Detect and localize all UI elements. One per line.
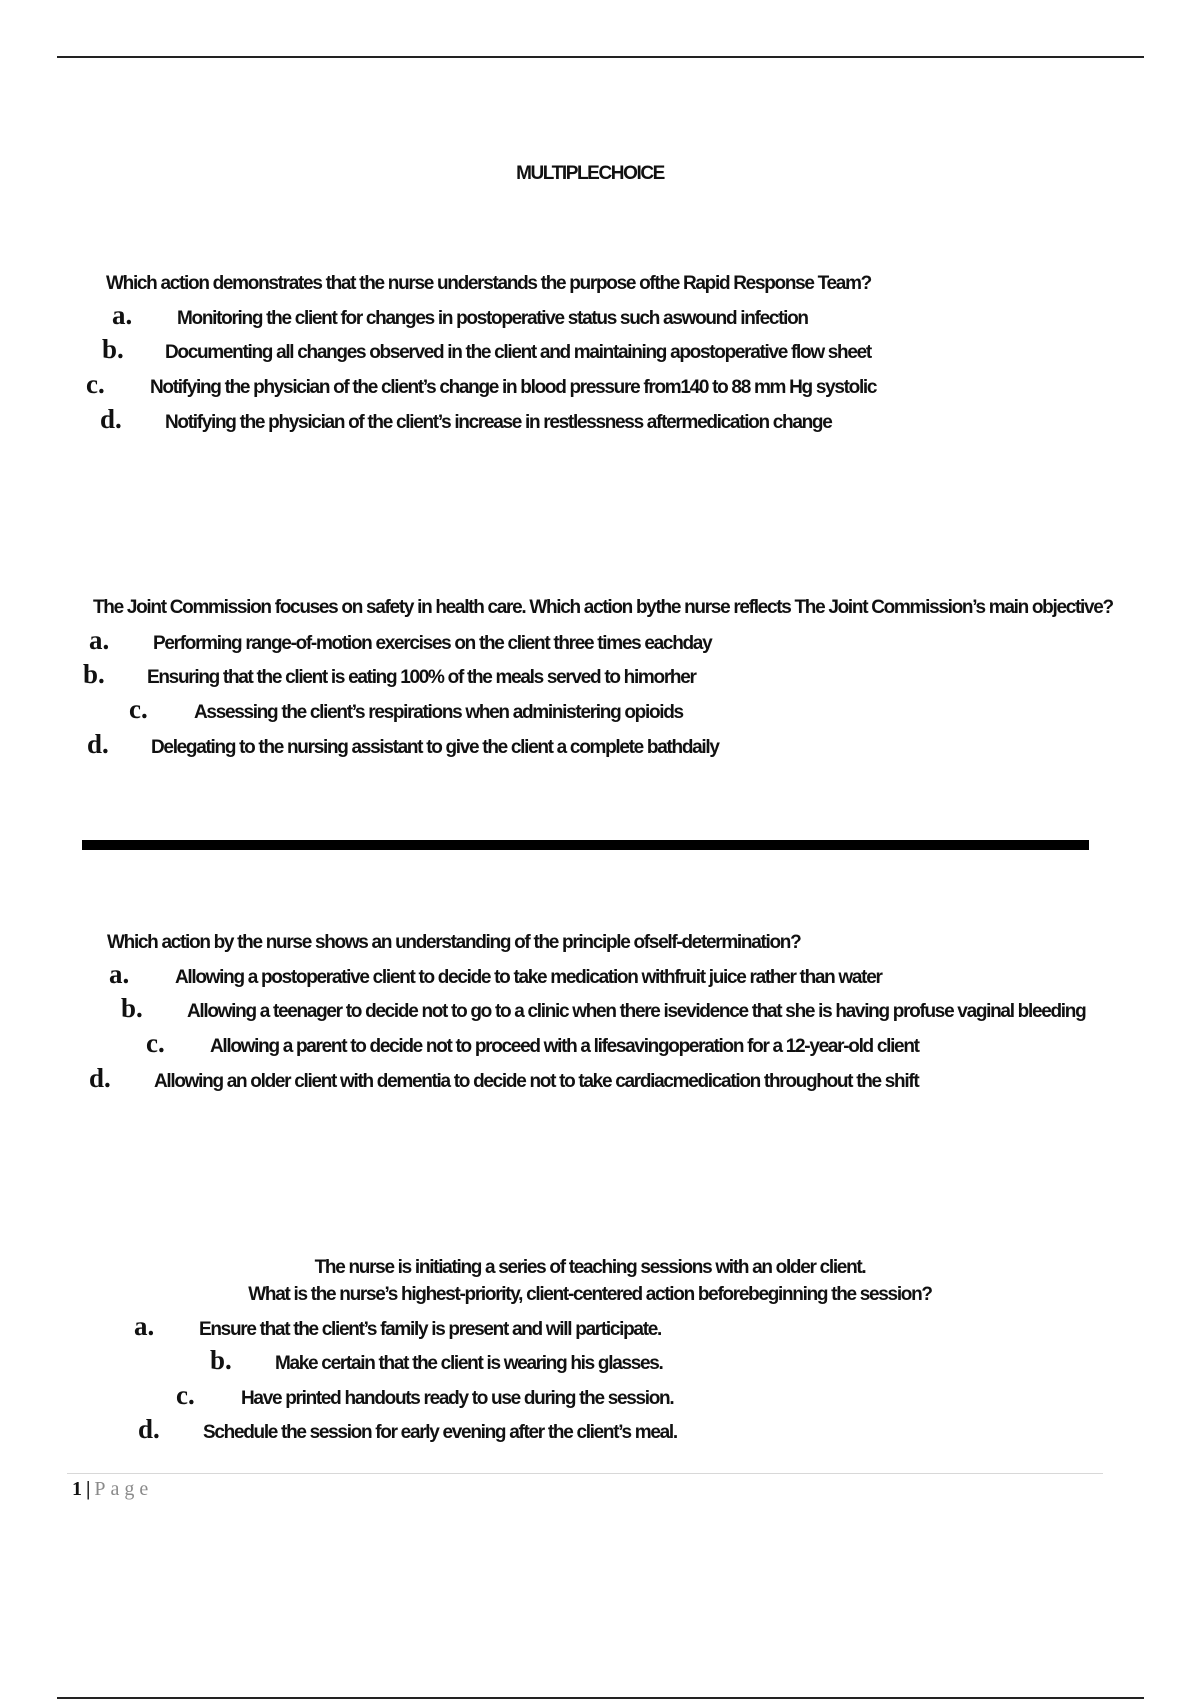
question-3-option-a[interactable]	[109, 959, 882, 990]
question-4-stem-line-2: What is the nurse’s highest-priority, client-centered action beforebeginning the session?	[248, 1284, 932, 1305]
page-footer	[72, 1478, 153, 1501]
option-letter: b.	[83, 659, 105, 689]
question-4-option-a[interactable]	[134, 1311, 661, 1342]
section-divider	[82, 840, 1089, 850]
question-1-stem: Which action demonstrates that the nurse understands the purpose ofthe Rapid Response Team?	[106, 273, 871, 294]
option-text: Make certain that the client is wearing his glasses.	[275, 1353, 663, 1374]
question-3-option-c[interactable]	[146, 1028, 919, 1059]
option-text: Ensuring that the client is eating 100% of the meals served to himorher	[147, 667, 696, 688]
option-letter: b.	[121, 993, 143, 1023]
option-letter: c.	[129, 694, 148, 724]
option-letter: a.	[112, 300, 133, 330]
option-letter: d.	[89, 1063, 111, 1093]
option-text: Documenting all changes observed in the client and maintaining apostoperative flow sheet	[165, 342, 871, 363]
page-number: 1	[72, 1478, 82, 1500]
option-letter: c.	[176, 1380, 195, 1410]
question-2-option-d[interactable]	[87, 729, 719, 760]
option-text: Ensure that the client’s family is present and will participate.	[199, 1319, 661, 1340]
question-2-option-b[interactable]	[83, 659, 696, 690]
option-text: Allowing an older client with dementia to decide not to take cardiacmedication throughout the shift	[154, 1071, 919, 1092]
question-4-option-d[interactable]	[138, 1414, 677, 1445]
option-letter: a.	[109, 959, 130, 989]
question-2-option-c[interactable]	[129, 694, 683, 725]
option-letter: b.	[102, 334, 124, 364]
option-letter: d.	[87, 729, 109, 759]
option-text: Notifying the physician of the client’s increase in restlessness aftermedication change	[165, 412, 832, 433]
question-3-option-b[interactable]	[121, 993, 1085, 1024]
option-text: Performing range-of-motion exercises on the client three times eachday	[153, 633, 712, 654]
option-text: Delegating to the nursing assistant to give the client a complete bathdaily	[151, 737, 719, 758]
option-letter: c.	[146, 1028, 165, 1058]
page-label: Page	[94, 1478, 154, 1500]
question-3-stem: Which action by the nurse shows an understanding of the principle ofself-determination?	[107, 932, 801, 953]
footer-separator: |	[86, 1478, 91, 1500]
bottom-rule	[57, 1697, 1144, 1699]
option-text: Schedule the session for early evening after the client’s meal.	[203, 1422, 677, 1443]
question-3-option-d[interactable]	[89, 1063, 918, 1094]
option-text: Allowing a postoperative client to decide to take medication withfruit juice rather than water	[175, 967, 882, 988]
question-1-option-a[interactable]	[112, 300, 808, 331]
option-text: Assessing the client’s respirations when administering opioids	[194, 702, 683, 723]
option-text: Monitoring the client for changes in postoperative status such aswound infection	[177, 308, 808, 329]
option-text: Allowing a teenager to decide not to go to a clinic when there isevidence that she is having profuse vaginal bleeding	[187, 1001, 1086, 1022]
footer-rule	[67, 1473, 1103, 1474]
question-1-option-c[interactable]	[86, 369, 876, 400]
question-4-stem-line-1: The nurse is initiating a series of teaching sessions with an older client.	[314, 1257, 866, 1278]
section-heading: MULTIPLECHOICE	[516, 163, 664, 184]
question-4-option-c[interactable]	[176, 1380, 673, 1411]
top-rule	[57, 56, 1144, 58]
option-text: Have printed handouts ready to use during the session.	[241, 1388, 674, 1409]
question-2-stem: The Joint Commission focuses on safety in health care. Which action bythe nurse reflects The Joint Commission’s main objective?	[93, 597, 1113, 618]
option-letter: b.	[210, 1345, 232, 1375]
option-letter: d.	[138, 1414, 160, 1444]
option-text: Allowing a parent to decide not to proceed with a lifesavingoperation for a 12-year-old client	[210, 1036, 919, 1057]
question-1-option-b[interactable]	[102, 334, 871, 365]
question-2-option-a[interactable]	[89, 625, 711, 656]
question-4-option-b[interactable]	[210, 1345, 663, 1376]
option-letter: c.	[86, 369, 105, 399]
option-text: Notifying the physician of the client’s change in blood pressure from140 to 88 mm Hg systolic	[150, 377, 877, 398]
question-1-option-d[interactable]	[100, 404, 832, 435]
option-letter: a.	[89, 625, 110, 655]
option-letter: d.	[100, 404, 122, 434]
option-letter: a.	[134, 1311, 155, 1341]
